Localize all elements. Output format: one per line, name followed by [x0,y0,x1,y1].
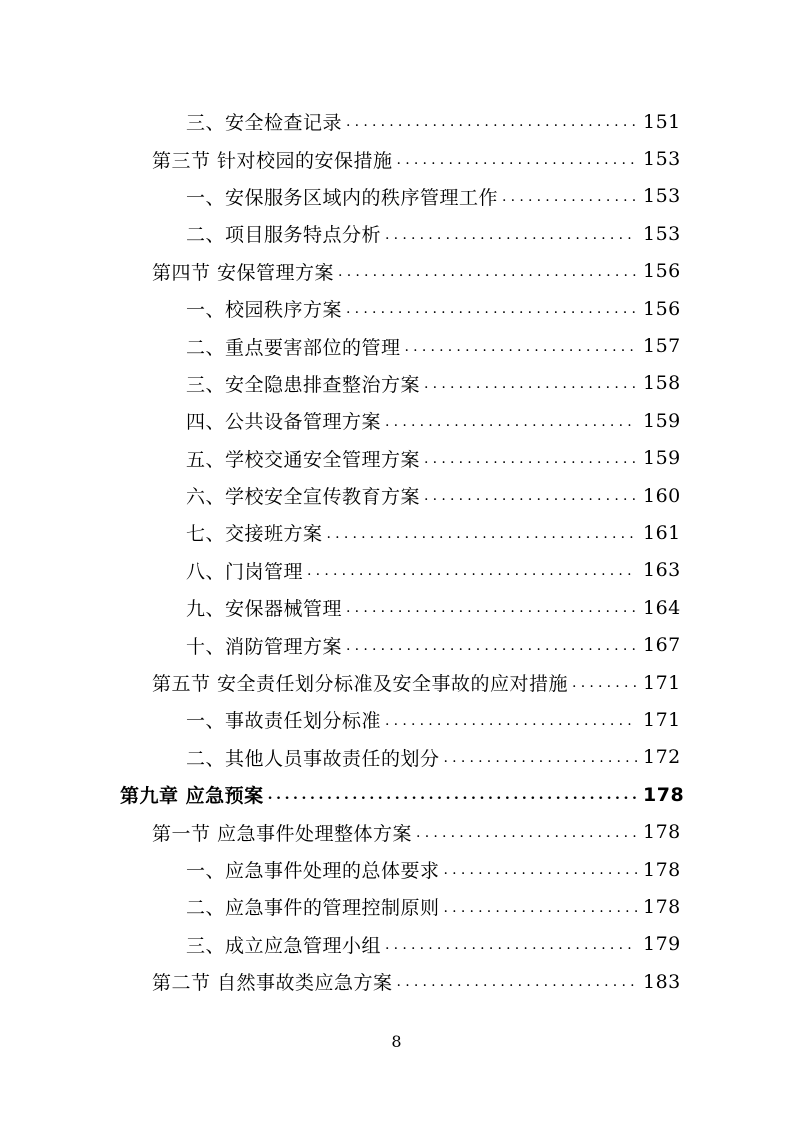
toc-entry-label: 三、安全隐患排查整治方案 [186,373,421,396]
toc-entry-label: 三、成立应急管理小组 [186,934,382,957]
dot-leader [444,863,637,888]
toc-entry-label: 二、其他人员事故责任的划分 [186,747,440,770]
toc-entry[interactable] [0,178,793,215]
toc-entry[interactable] [0,926,793,963]
dot-leader [385,228,637,253]
toc-entry-page: 178 [643,895,681,918]
toc-entry-page: 171 [643,671,681,694]
toc-entry-label: 五、学校交通安全管理方案 [186,448,421,471]
toc-entry-page: 163 [643,559,681,582]
toc-entry-label: 第四节 安保管理方案 [152,261,335,284]
toc-entry[interactable] [0,963,793,1000]
toc-entry[interactable] [0,664,793,701]
toc-entry-label: 第五节 安全责任划分标准及安全事故的应对措施 [152,673,569,696]
dot-leader [424,377,637,402]
toc-entry-label: 二、重点要害部位的管理 [186,336,401,359]
dot-leader [307,564,637,589]
toc-entry[interactable] [0,851,793,888]
toc-entry[interactable] [0,739,793,776]
toc-entry-page: 151 [643,110,681,133]
toc-chapter-entry[interactable] [0,776,793,813]
toc-entry-label: 四、公共设备管理方案 [186,411,382,434]
toc-entry-page: 156 [643,297,681,320]
toc-entry[interactable] [0,103,793,140]
toc-entry[interactable] [0,514,793,551]
toc-entry-label: 第二节 自然事故类应急方案 [152,972,393,995]
dot-leader [385,415,637,440]
toc-entry-label: 八、门岗管理 [186,560,304,583]
toc-entry-label: 第一节 应急事件处理整体方案 [152,822,413,845]
toc-entry-label: 第九章 应急预案 [120,785,264,808]
toc-entry[interactable] [0,626,793,663]
dot-leader [327,527,637,552]
dot-leader [572,676,637,701]
toc-entry-page: 160 [643,484,681,507]
toc-entry-label: 第三节 针对校园的安保措施 [152,149,393,172]
toc-entry[interactable] [0,701,793,738]
toc-entry[interactable] [0,215,793,252]
toc-entry-label: 二、应急事件的管理控制原则 [186,897,440,920]
toc-entry[interactable] [0,440,793,477]
toc-entry[interactable] [0,140,793,177]
toc-entry-label: 七、交接班方案 [186,523,323,546]
toc-entry-page: 178 [643,821,681,844]
dot-leader [268,788,637,813]
toc-entry-page: 179 [643,933,681,956]
toc-entry-label: 一、应急事件处理的总体要求 [186,860,440,882]
toc-entry-page: 167 [643,634,681,657]
dot-leader [346,302,637,327]
toc-entry-label: 十、消防管理方案 [186,635,343,658]
toc-entry[interactable] [0,477,793,514]
toc-entry[interactable] [0,589,793,626]
dot-leader [424,452,637,477]
toc-entry[interactable] [0,552,793,589]
toc-entry-label: 一、安保服务区域内的秩序管理工作 [186,186,499,209]
toc-entry-label: 九、安保器械管理 [186,598,343,621]
page-number: 8 [391,1032,402,1051]
toc-entry-page: 172 [643,746,681,769]
toc-entry-page: 156 [643,260,681,283]
dot-leader [338,265,637,290]
toc-entry[interactable] [0,290,793,327]
toc-entry-page: 164 [643,596,681,619]
dot-leader [346,115,637,140]
toc-entry-label: 一、事故责任划分标准 [186,710,382,733]
toc-entry[interactable] [0,327,793,364]
toc-entry-page: 171 [643,708,681,731]
toc-entry-label: 三、安全检查记录 [186,112,343,135]
dot-leader [444,751,637,776]
dot-leader [397,975,637,1000]
dot-leader [385,714,637,739]
toc-entry-page: 159 [643,447,681,470]
toc-entry-page: 153 [643,222,681,245]
dot-leader [502,190,637,215]
dot-leader [385,938,637,963]
toc-entry[interactable] [0,253,793,290]
toc-entry[interactable] [0,813,793,850]
dot-leader [424,489,637,514]
table-of-contents [0,103,793,1000]
toc-entry-page: 161 [643,521,681,544]
dot-leader [397,153,637,178]
toc-entry-page: 159 [643,409,681,432]
toc-entry-page: 178 [643,783,685,806]
dot-leader [346,639,637,664]
toc-entry-page: 183 [643,970,681,993]
dot-leader [405,340,637,365]
toc-entry[interactable] [0,402,793,439]
dot-leader [416,826,637,851]
dot-leader [346,601,637,626]
toc-entry-page: 153 [643,148,681,171]
toc-entry-label: 二、项目服务特点分析 [186,224,382,247]
toc-entry-page: 178 [643,858,681,881]
toc-entry-label: 一、校园秩序方案 [186,299,343,322]
dot-leader [444,901,637,926]
toc-entry-page: 153 [643,185,681,208]
toc-entry[interactable] [0,365,793,402]
toc-entry-label: 六、学校安全宣传教育方案 [186,486,421,509]
toc-entry-page: 158 [643,372,681,395]
toc-entry[interactable] [0,888,793,925]
toc-entry-page: 157 [643,335,681,358]
